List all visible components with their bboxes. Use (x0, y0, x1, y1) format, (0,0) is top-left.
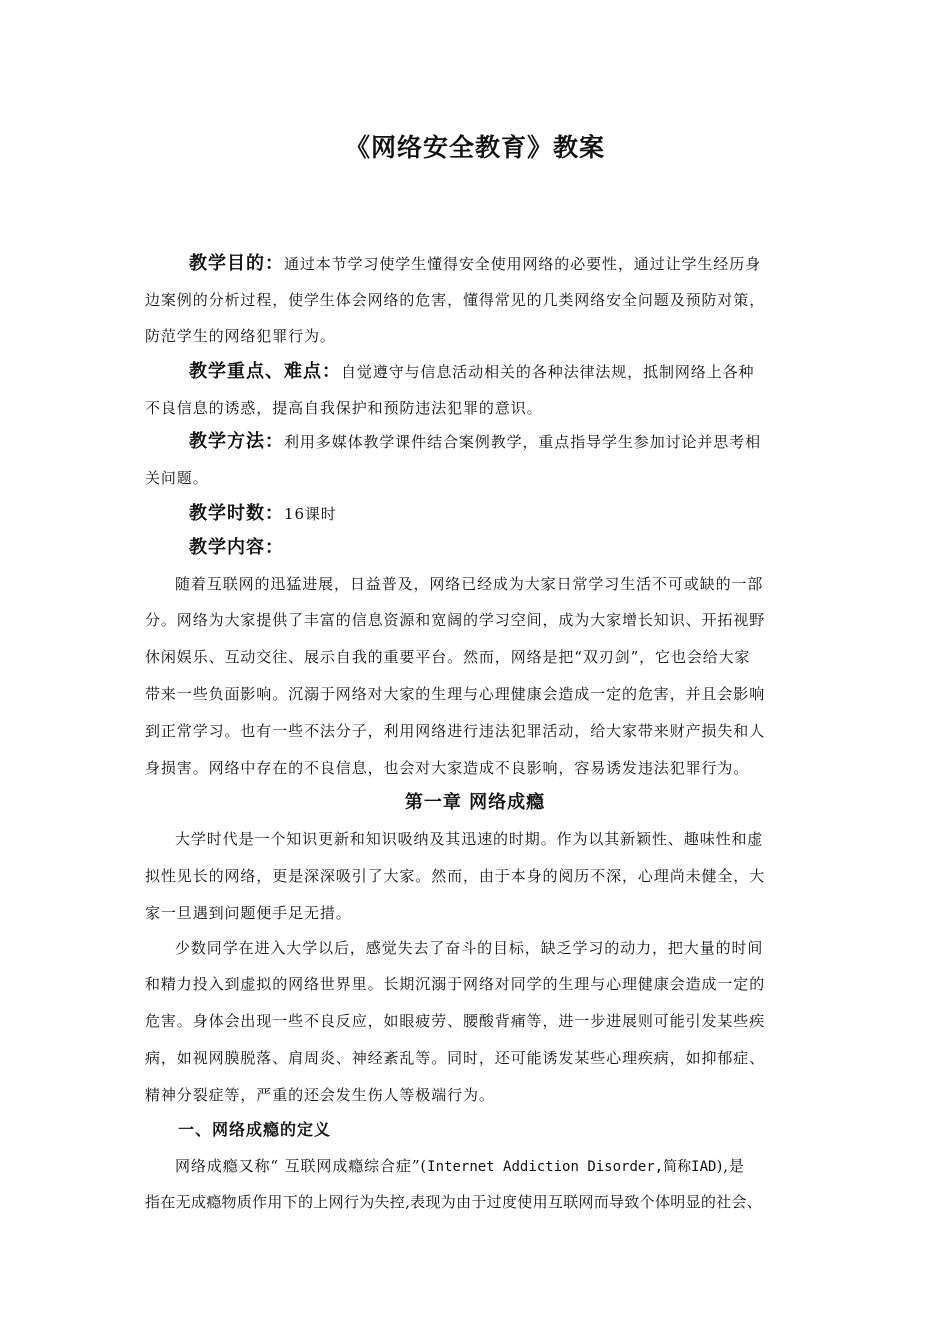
content-line-6: 身损害。网络中存在的不良信息，也会对大家造成不良影响，容易诱发违法犯罪行为。 (145, 759, 750, 777)
purpose-text-1: 通过本节学习使学生懂得安全使用网络的必要性，通过让学生经历身 (284, 255, 762, 273)
keypoints-line-2: 不良信息的诱惑，提高自我保护和预防违法犯罪的意识。 (145, 399, 543, 417)
chapter-para2-line-5: 精神分裂症等，严重的还会发生伤人等极端行为。 (145, 1086, 495, 1104)
content-label: 教学内容： (189, 537, 284, 558)
section-line-2: 指在无成瘾物质作用下的上网行为失控,表现为由于过度使用互联网而导致个体明显的社会、 (145, 1193, 763, 1211)
chapter-para1-line-3: 家一旦遇到问题便手足无措。 (145, 904, 352, 922)
chapter-para1-line-2: 拟性见长的网络，更是深深吸引了大家。然而，由于本身的阅历不深，心理尚未健全，大 (145, 867, 766, 885)
chapter-para2-line-1: 少数同学在进入大学以后，感觉失去了奋斗的目标，缺乏学习的动力，把大量的时间 (175, 939, 764, 957)
method-text-1: 利用多媒体教学课件结合案例教学，重点指导学生参加讨论并思考相 (284, 433, 762, 451)
method-label: 教学方法： (189, 431, 284, 452)
hours-line (189, 502, 869, 526)
content-label-line (189, 536, 869, 560)
content-line-5: 到正常学习。也有一些不法分子，利用网络进行违法犯罪活动，给大家带来财产损失和人 (145, 722, 766, 740)
purpose-line-3: 防范学生的网络犯罪行为。 (145, 327, 336, 345)
chapter-para2-line-3: 危害。身体会出现一些不良反应，如眼疲劳、腰酸背痛等，进一步进展则可能引发某些疾 (145, 1012, 766, 1030)
chapter-para2-line-2: 和精力投入到虚拟的网络世界里。长期沉溺于网络对同学的生理与心理健康会造成一定的 (145, 975, 766, 993)
method-line-2: 关问题。 (145, 469, 209, 487)
purpose-line-1 (189, 252, 869, 276)
chapter-para1-line-1: 大学时代是一个知识更新和知识吸纳及其迅速的时期。作为以其新颖性、趣味性和虚 (175, 830, 764, 848)
content-line-4: 带来一些负面影响。沉溺于网络对大家的生理与心理健康会造成一定的危害，并且会影响 (145, 685, 766, 703)
section-line-1c: ),是 (716, 1157, 745, 1175)
keypoints-label: 教学重点、难点： (189, 361, 341, 382)
section-line-1 (175, 1154, 855, 1178)
document-title: 《网络安全教育》教案 (344, 133, 605, 162)
chapter-para2-line-4: 病，如视网膜脱落、肩周炎、神经紊乱等。同时，还可能诱发某些心理疾病，如抑郁症、 (145, 1049, 766, 1067)
hours-value: 16课时 (284, 505, 337, 523)
content-line-1: 随着互联网的迅猛进展，日益普及，网络已经成为大家日常学习生活不可或缺的一部 (175, 575, 764, 593)
section-line-1a: 网络成瘾又称“ 互联网成瘾综合症”( (175, 1157, 428, 1175)
content-line-3: 休闲娱乐、互动交往、展示自我的重要平台。然而，网络是把“双刃剑”，它也会给大家 (145, 648, 751, 666)
method-line-1 (189, 430, 869, 454)
section-line-1b: Internet Addiction Disorder,简称IAD (427, 1159, 717, 1175)
keypoints-line-1 (189, 360, 869, 384)
section-title: 一、网络成瘾的定义 (178, 1120, 332, 1139)
purpose-line-2: 边案例的分析过程，使学生体会网络的危害，懂得常见的几类网络安全问题及预防对策， (145, 291, 766, 309)
content-line-2: 分。网络为大家提供了丰富的信息资源和宽阔的学习空间，成为大家增长知识、开拓视野 (145, 611, 766, 629)
purpose-label: 教学目的： (189, 253, 284, 274)
keypoints-text-1: 自觉遵守与信息活动相关的各种法律法规，抵制网络上各种 (341, 363, 755, 381)
hours-label: 教学时数： (189, 503, 284, 524)
chapter-title: 第一章 网络成瘾 (404, 792, 546, 813)
